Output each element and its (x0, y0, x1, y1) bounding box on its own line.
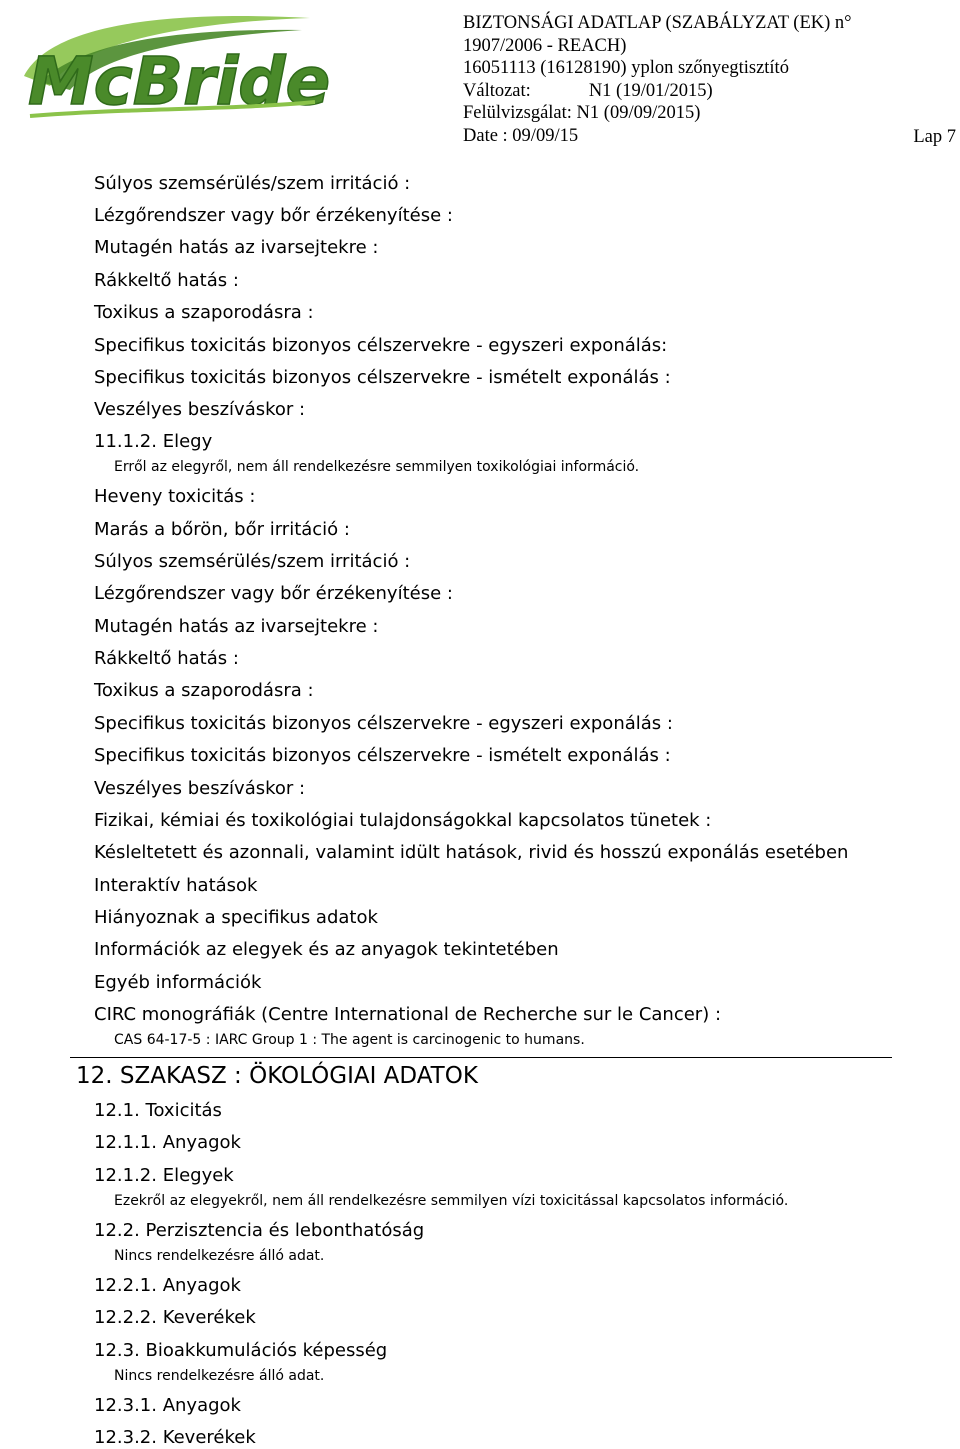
text-line: Specifikus toxicitás bizonyos célszervekre - egyszeri exponálás: (94, 335, 668, 356)
version-label: Változat: (463, 80, 531, 101)
text-line: CIRC monográfiák (Centre International de Recherche sur le Cancer) : (94, 1004, 722, 1025)
text-line: Információk az elegyek és az anyagok tekintetében (94, 939, 559, 960)
text-line: Fizikai, kémiai és toxikológiai tulajdonságokkal kapcsolatos tünetek : (94, 810, 712, 831)
text-line: Lézgőrendszer vagy bőr érzékenyítése : (94, 205, 453, 226)
text-line: Marás a bőrön, bőr irritáció : (94, 519, 350, 540)
text-line: Specifikus toxicitás bizonyos célszervekre - ismételt exponálás : (94, 745, 671, 766)
document-header (463, 12, 852, 147)
subsection-heading: 12.3.1. Anyagok (94, 1395, 241, 1416)
text-line: Rákkeltő hatás : (94, 270, 239, 291)
text-line: Mutagén hatás az ivarsejtekre : (94, 237, 379, 258)
text-line: Toxikus a szaporodásra : (94, 302, 314, 323)
header-product: 16051113 (16128190) yplon szőnyegtisztító (463, 58, 789, 78)
version-value: N1 (19/01/2015) (588, 80, 713, 101)
text-line: Specifikus toxicitás bizonyos célszervekre - ismételt exponálás : (94, 367, 671, 388)
note-text: CAS 64-17-5 : IARC Group 1 : The agent is carcinogenic to humans. (114, 1032, 585, 1048)
subsection-heading: 12.1.2. Elegyek (94, 1165, 234, 1186)
text-line: Toxikus a szaporodásra : (94, 680, 314, 701)
text-line: Mutagén hatás az ivarsejtekre : (94, 616, 379, 637)
subsection-heading: 12.3.2. Keverékek (94, 1427, 256, 1448)
section-title: 12. SZAKASZ : ÖKOLÓGIAI ADATOK (76, 1063, 478, 1089)
header-title-line2: 1907/2006 - REACH) (463, 35, 627, 56)
text-line: Veszélyes beszíváskor : (94, 399, 306, 420)
subsection-heading: 12.2.1. Anyagok (94, 1275, 241, 1296)
section-divider (70, 1057, 892, 1058)
text-line: Egyéb információk (94, 972, 262, 993)
header-version (463, 80, 852, 103)
subsection-heading: 12.1. Toxicitás (94, 1100, 222, 1121)
text-line: Súlyos szemsérülés/szem irritáció : (94, 551, 411, 572)
text-line: Rákkeltő hatás : (94, 648, 239, 669)
text-line: Interaktív hatások (94, 875, 258, 896)
header-revision: Felülvizsgálat: N1 (09/09/2015) (463, 103, 701, 123)
subsection-heading: 12.2. Perzisztencia és lebonthatóság (94, 1220, 425, 1241)
mcbride-logo (10, 6, 330, 128)
header-date: Date : 09/09/15 (463, 125, 579, 146)
note-text: Nincs rendelkezésre álló adat. (114, 1248, 325, 1264)
text-line: Késleltetett és azonnali, valamint idült hatások, rivid és hosszú exponálás esetében (94, 842, 849, 863)
subsection-heading: 12.1.1. Anyagok (94, 1132, 241, 1153)
header-title-line1: BIZTONSÁGI ADATLAP (SZABÁLYZAT (EK) n° (463, 13, 852, 33)
subsection-heading: 12.2.2. Keverékek (94, 1307, 256, 1328)
text-line: Súlyos szemsérülés/szem irritáció : (94, 173, 411, 194)
text-line: Veszélyes beszíváskor : (94, 778, 306, 799)
svg-text:McBride: McBride (28, 43, 330, 120)
page-number: Lap 7 (913, 127, 956, 147)
text-line: Hiányoznak a specifikus adatok (94, 907, 378, 928)
note-text: Nincs rendelkezésre álló adat. (114, 1368, 325, 1384)
subsection-heading: 12.3. Bioakkumulációs képesség (94, 1340, 388, 1361)
note-text: Ezekről az elegyekről, nem áll rendelkezésre semmilyen vízi toxicitással kapcsolatos információ. (114, 1193, 789, 1209)
text-line: Lézgőrendszer vagy bőr érzékenyítése : (94, 583, 453, 604)
note-text: Erről az elegyről, nem áll rendelkezésre semmilyen toxikológiai információ. (114, 459, 640, 475)
subsection-heading: 11.1.2. Elegy (94, 431, 213, 452)
text-line: Specifikus toxicitás bizonyos célszervekre - egyszeri exponálás : (94, 713, 673, 734)
text-line: Heveny toxicitás : (94, 486, 256, 507)
